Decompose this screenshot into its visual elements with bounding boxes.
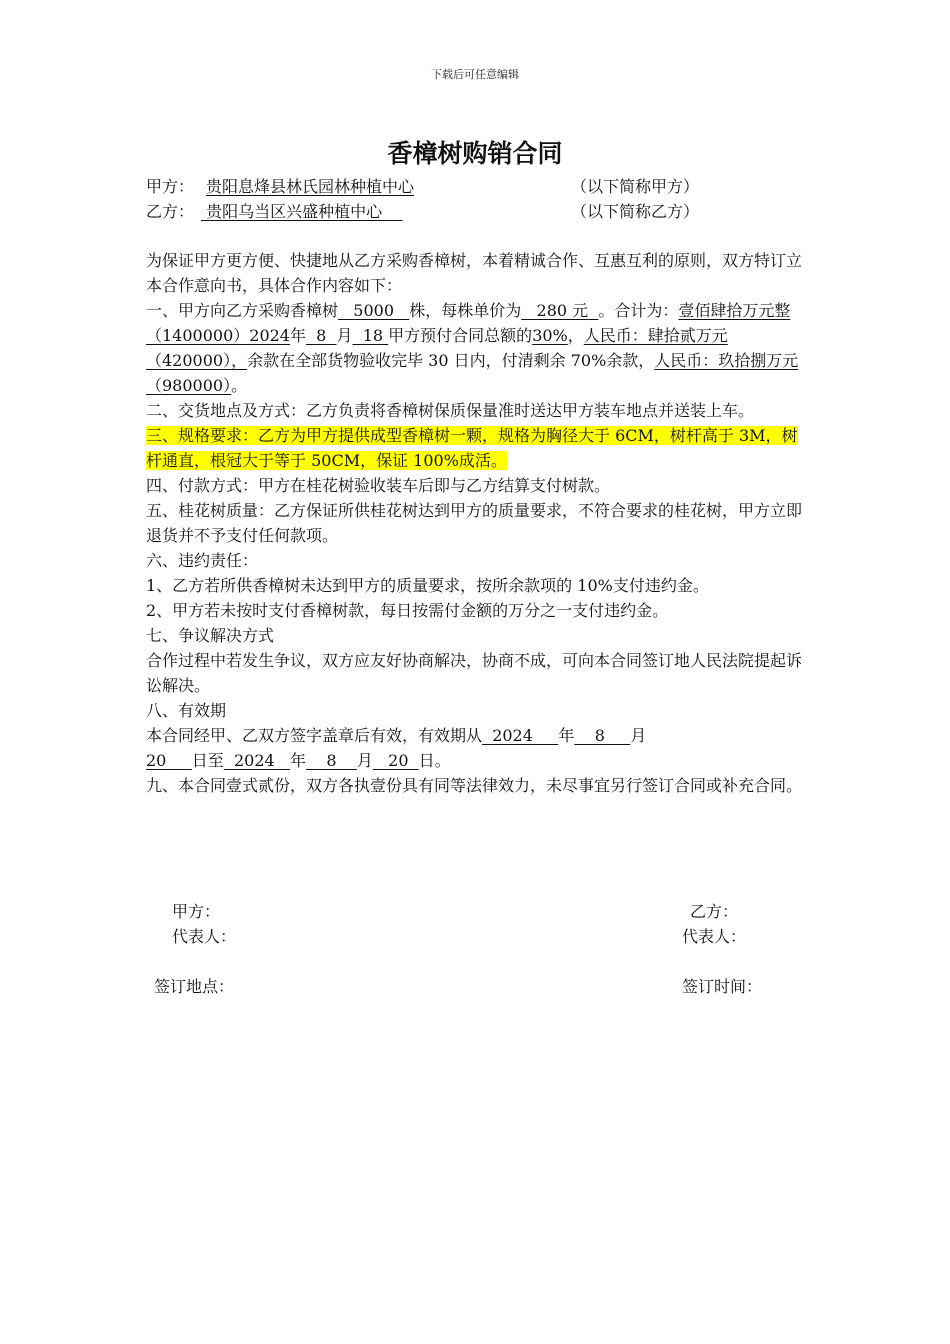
party-b-label: 乙方： bbox=[146, 202, 195, 221]
contract-title: 香樟树购销合同 bbox=[387, 139, 563, 168]
clause-4: 四、付款方式：甲方在桂花树验收装车后即与乙方结算支付树款。 bbox=[146, 476, 611, 495]
signing-place: 签订地点： bbox=[154, 977, 235, 996]
signature-party-a: 甲方： bbox=[172, 902, 221, 921]
party-a-line bbox=[146, 175, 700, 199]
unit-price-value: 280 元 bbox=[536, 301, 589, 320]
clause-8-title: 八、有效期 bbox=[146, 701, 227, 720]
clause-7-text: 合作过程中若发生争议，双方应友好协商解决，协商不成，可向本合同签订地人民法院提起诉讼解决。 bbox=[146, 651, 803, 695]
party-a-name: 贵阳息烽县林氏园林种植中心 bbox=[206, 177, 415, 196]
quantity-value: 5000 bbox=[353, 301, 394, 320]
prepay-amount: 人民币：肆拾贰万元（420000）， bbox=[146, 326, 728, 370]
representative-a: 代表人： bbox=[172, 927, 237, 946]
header-note: 下载后可任意编辑 bbox=[431, 68, 519, 81]
prepay-percent: 30% bbox=[532, 326, 568, 345]
clause-3-text: 乙方为甲方提供成型香樟树一颗，规格为胸径大于 6CM，树杆高于 3M，树杆通直，根冠大于等于 50CM，保证 100%成活。 bbox=[146, 426, 798, 470]
party-b-note: （以下简称乙方） bbox=[571, 202, 700, 221]
year-value: 2024 bbox=[249, 326, 290, 345]
intro-paragraph: 为保证甲方更方便、快捷地从乙方采购香樟树，本着精诚合作、互惠互利的原则，双方特订立本合作意向书，具体合作内容如下： bbox=[146, 251, 803, 295]
clause-1: 一、甲方向乙方采购香樟树 5000 株，每株单价为 280 元 。合计为：壹佰肆拾万元整（1400000）2024年 8 月 18 甲方预付合同总额的30%，人民币：肆拾贰万元（420000），余款在全部货物验收完毕 30 日内，付清剩余 70%余款，人民币：玖拾捌万元（980000）。 bbox=[146, 301, 799, 395]
party-b-name: 贵阳乌当区兴盛种植中心 bbox=[206, 202, 383, 221]
representative-b: 代表人： bbox=[682, 927, 747, 946]
total-amount: 壹佰肆拾万元整（1400000） bbox=[146, 301, 791, 345]
clause-8-text: 本合同经甲、乙双方签字盖章后有效，有效期从 2024 年 8 月 20 日至 2024 年 8 月 20 日。 bbox=[146, 726, 647, 770]
clause-7-title: 七、争议解决方式 bbox=[146, 626, 275, 645]
remaining-amount: 人民币：玖拾捌万元（980000） bbox=[146, 351, 799, 395]
clause-6-item-2: 2、甲方若未按时支付香樟树款，每日按需付金额的万分之一支付违约金。 bbox=[146, 601, 669, 620]
signature-party-b: 乙方： bbox=[690, 902, 739, 921]
clause-9: 九、本合同壹式贰份，双方各执壹份具有同等法律效力，未尽事宜另行签订合同或补充合同。 bbox=[146, 776, 803, 795]
party-a-note: （以下简称甲方） bbox=[571, 177, 700, 196]
clause-2: 二、交货地点及方式：乙方负责将香樟树保质保量准时送达甲方装车地点并送装上车。 bbox=[146, 401, 755, 420]
clause-6-item-1: 1、乙方若所供香樟树未达到甲方的质量要求，按所余款项的 10%支付违约金。 bbox=[146, 576, 709, 595]
clause-6-title: 六、违约责任： bbox=[146, 551, 259, 570]
contract-body bbox=[146, 248, 806, 798]
signing-time: 签订时间： bbox=[682, 977, 763, 996]
clause-3 bbox=[146, 423, 806, 473]
party-b-line bbox=[146, 200, 700, 224]
clause-3-label: 三、规格要求： bbox=[146, 426, 259, 445]
clause-5: 五、桂花树质量：乙方保证所供桂花树达到甲方的质量要求，不符合要求的桂花树，甲方立即退货并不予支付任何款项。 bbox=[146, 501, 803, 545]
party-a-label: 甲方： bbox=[146, 177, 195, 196]
